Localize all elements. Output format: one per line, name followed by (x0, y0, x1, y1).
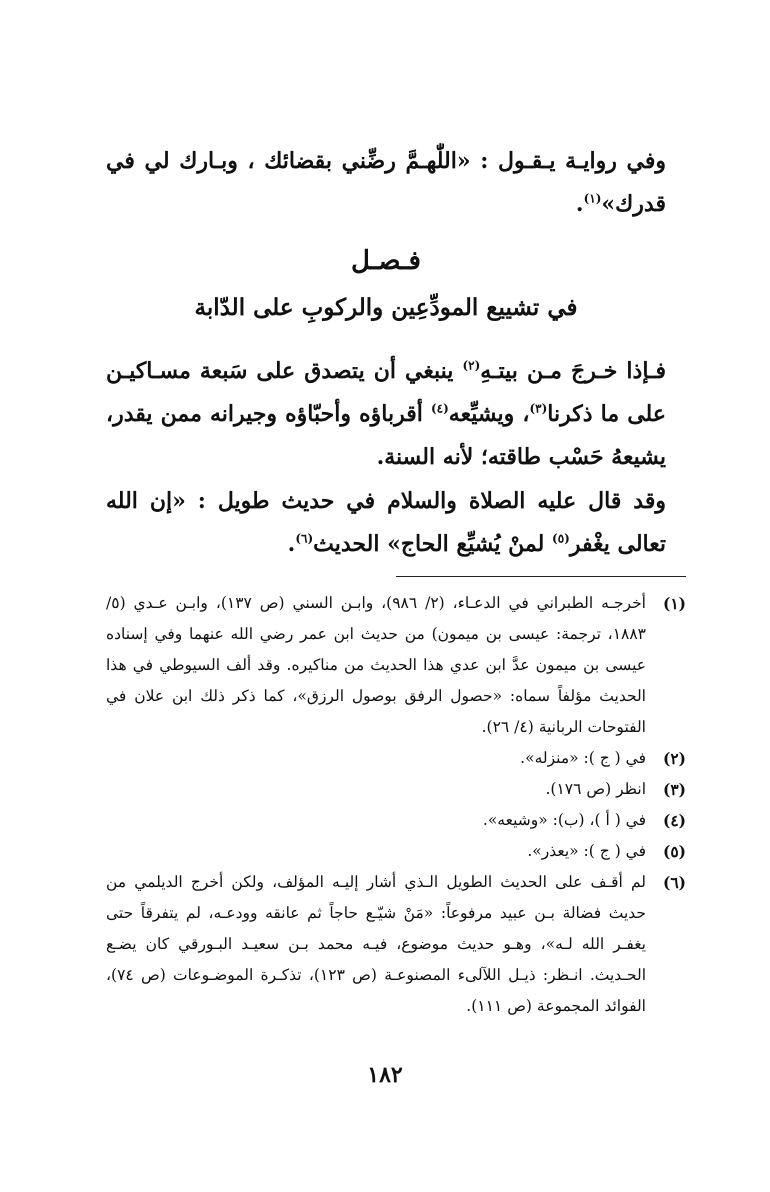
footnote-number: (١) (662, 594, 686, 613)
paragraph-1-end: . (575, 191, 584, 217)
paragraph-3-part-3: . (287, 531, 296, 557)
footnote-ref-6: (٦) (295, 531, 314, 546)
paragraph-2 (106, 350, 666, 479)
footnote-item (106, 743, 686, 774)
footnote-item (106, 805, 686, 836)
paragraph-2-part-1: فـإذا خـرجَ مـن بيتـهِ (480, 358, 666, 384)
paragraph-2-part-4: أقرباؤه وأحبّاؤه وجيرانه ممن يقدر، يشيعهُ حَسْب طاقته؛ لأنه السنة. (106, 401, 666, 470)
footnotes (106, 588, 686, 1022)
footnote-text: في ( ج ): «منزله». (520, 749, 646, 767)
paragraph-1-text: وفي روايـة يـقـول : «اللّٰهـمَّ رضِّني بقضائك ، وبـارك لي في قدرك» (106, 148, 666, 217)
footnote-text: انظر (ص ١٧٦). (545, 780, 646, 798)
footnote-ref-3: (٣) (529, 401, 548, 416)
footnote-text: في ( أ )، (ب): «وشيعه». (482, 811, 646, 829)
footnote-number: (٥) (662, 842, 686, 861)
paragraph-3-part-1: وقد قال عليه الصلاة والسلام في حديث طويل : «إن الله تعالى يغْفر (106, 488, 666, 557)
paragraph-2-part-2: ينبغي أن يتصدق على سَبعة مسـاكيـن على ما ذكرنا (106, 358, 666, 427)
footnote-item (106, 867, 686, 1022)
footnote-number: (٢) (662, 749, 686, 768)
paragraph-1 (106, 140, 666, 226)
footnote-separator (396, 576, 686, 577)
footnote-number: (٦) (662, 873, 686, 892)
footnote-number: (٤) (662, 811, 686, 830)
page-number: ١٨٢ (367, 1062, 403, 1088)
footnote-text: في ( ج ): «يعذر». (527, 842, 646, 860)
paragraph-3 (106, 480, 666, 566)
footnote-item (106, 774, 686, 805)
section-subheading: في تشييع المودِّعِين والركوبِ على الدّابة (194, 294, 578, 321)
footnote-item (106, 588, 686, 743)
paragraph-2-part-3: ، ويشيِّعه (448, 401, 530, 427)
footnote-number: (٣) (662, 780, 686, 799)
footnote-ref-4: (٤) (430, 401, 449, 416)
footnote-text: أخرجـه الطبراني في الدعـاء، (٢/ ٩٨٦)، وابـن السني (ص ١٣٧)، وابـن عـدي (٥/ ١٨٨٣، ترجمة: عيسى بن ميمون) من حديث ابن عمر رضي الله عنهما وفي إسناده عيسى بن ميمون عدَّ ابن عدي هذا الحديث من مناكيره. وقد ألف السيوطي في هذا الحديث مؤلفاً سماه: «حصول الرفق بوصول الرزق»، كما ذكر ذلك ابن علان في الفتوحات الربانية (٤/ ٢٦). (106, 594, 646, 736)
footnote-ref-5: (٥) (552, 531, 570, 546)
footnote-ref-2: (٢) (462, 358, 481, 373)
section-heading: فـصـل (351, 246, 421, 276)
footnote-ref-1: (١) (583, 191, 602, 206)
footnote-item (106, 836, 686, 867)
paragraph-3-part-2: لمنْ يُشيِّع الحاج» الحديث (313, 531, 553, 557)
footnote-text: لم أقـف على الحديث الطويل الـذي أشار إليـه المؤلف، ولكن أخرج الديلمي من حديث فضالة بـن عبيد مرفوعاً: «مَنْ شيّـع حاجاً ثم عانقه وودعـه، لم يتفرقاً حتى يغفـر الله لـه»، وهـو حديث موضوع، فيـه محمد بـن سعيـد البـورقي كان يضـع الحـديث. انـظر: ذيـل اللآلىء المصنوعـة (ص ١٢٣)، تذكـرة الموضـوعات (ص ٧٤)، الفوائد المجموعة (ص ١١١). (106, 873, 647, 1015)
